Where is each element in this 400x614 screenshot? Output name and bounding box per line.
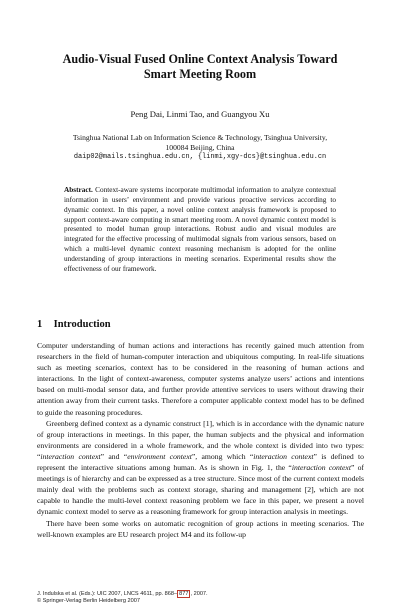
- affiliation-line-1: Tsinghua National Lab on Information Science & Technology, Tsinghua University,: [72, 133, 328, 142]
- para2-term-interaction-context-2: interaction context: [253, 451, 314, 461]
- footer-citation-year: , 2007.: [190, 591, 208, 597]
- section-heading: [37, 318, 111, 331]
- para2-text-e: ” of meetings is of hierarchy and can be expressed as a tree structure. Since most of the current context models mainly deal with the problems such as context storage, sharing and management [2], which are not capable to handle the multi-level context reasoning problem we face in this paper, we present a novel dynamic context model to serve as a reasoning framework for group interaction analysis in meetings.: [37, 463, 364, 517]
- abstract: [64, 186, 336, 275]
- paper-title: [20, 52, 380, 82]
- para2-term-interaction-context: interaction context: [40, 451, 101, 461]
- para2-text-a: Greenberg defined context as a dynamic construct [1], which is in accordance with the dynamic nature of group interactions in meetings. In this paper, the human subjects and the physical and information environments are considered in a whole framework, and the whole context is divided into two types: “: [37, 418, 364, 461]
- section-title: Introduction: [53, 319, 111, 330]
- paragraph-3: There have been some works on automatic recognition of group actions in meeting scenarios. The well-known examples are EU research project M4 and its follow-up: [37, 518, 364, 539]
- title-line-1: Audio-Visual Fused Online Context Analysis Toward: [62, 52, 338, 66]
- footer-citation-text: J. Indulska et al. (Eds.): UIC 2007, LNCS 4611, pp. 868–: [37, 591, 178, 597]
- citation-footer: [37, 591, 208, 606]
- paragraph-2: [37, 418, 364, 518]
- para2-text-b: ” and “: [100, 451, 128, 461]
- para2-term-environment-context: environment context: [127, 451, 192, 461]
- para2-term-interaction-context-3: interaction context: [291, 463, 351, 473]
- abstract-text: Context-aware systems incorporate multimodal information to analyze contextual information in users’ environment and provide various proactive services according to dynamic context. In this paper, a novel online context analysis framework is proposed to support context-aware computing in smart meeting room. A novel dynamic context model is presented to model human group interactions. Robust audio and visual modules are integrated for the effective processing of multimodal signals from various sensors, based on which a multi-level dynamic context reasoning mechanism is adopted for the online understanding of group interactions in meeting scenarios. Experimental results show the effectiveness of our framework.: [64, 186, 337, 273]
- footer-copyright: © Springer-Verlag Berlin Heidelberg 2007: [37, 598, 141, 605]
- affiliation-block: [20, 133, 380, 162]
- para2-text-c: ”, among which “: [191, 451, 254, 461]
- body-text: [37, 340, 364, 540]
- paragraph-1: Computer understanding of human actions and interactions has recently gained much attention from researchers in the field of human-computer interaction and ubiquitous computing. In real-life situations such as meeting scenarios, context has to be considered in the reasoning of human actions and interactions. In the light of context-awareness, computer systems analyze users’ actions and intentions based on multi-modal sensor data, and further provide attentive services to users without drawing their attention away from their current tasks. Therefore a computer applicable context model has to be defined to guide the reasoning procedures.: [37, 341, 364, 417]
- page-number-link[interactable]: 877: [179, 591, 189, 597]
- title-line-2: Smart Meeting Room: [143, 67, 257, 81]
- affiliation-line-2: 100084 Beijing, China: [165, 142, 235, 152]
- section-number: 1: [37, 319, 43, 330]
- abstract-label: Abstract.: [64, 186, 93, 194]
- email-addresses: daip02@mails.tsinghua.edu.cn, {linmi,xgy-dcs}@tsinghua.edu.cn: [73, 152, 327, 161]
- author-list: Peng Dai, Linmi Tao, and Guangyou Xu: [130, 109, 270, 119]
- para2-text-d: ” is defined to represent the interactive situations among human. As is shown in Fig. 1, the “: [37, 451, 365, 473]
